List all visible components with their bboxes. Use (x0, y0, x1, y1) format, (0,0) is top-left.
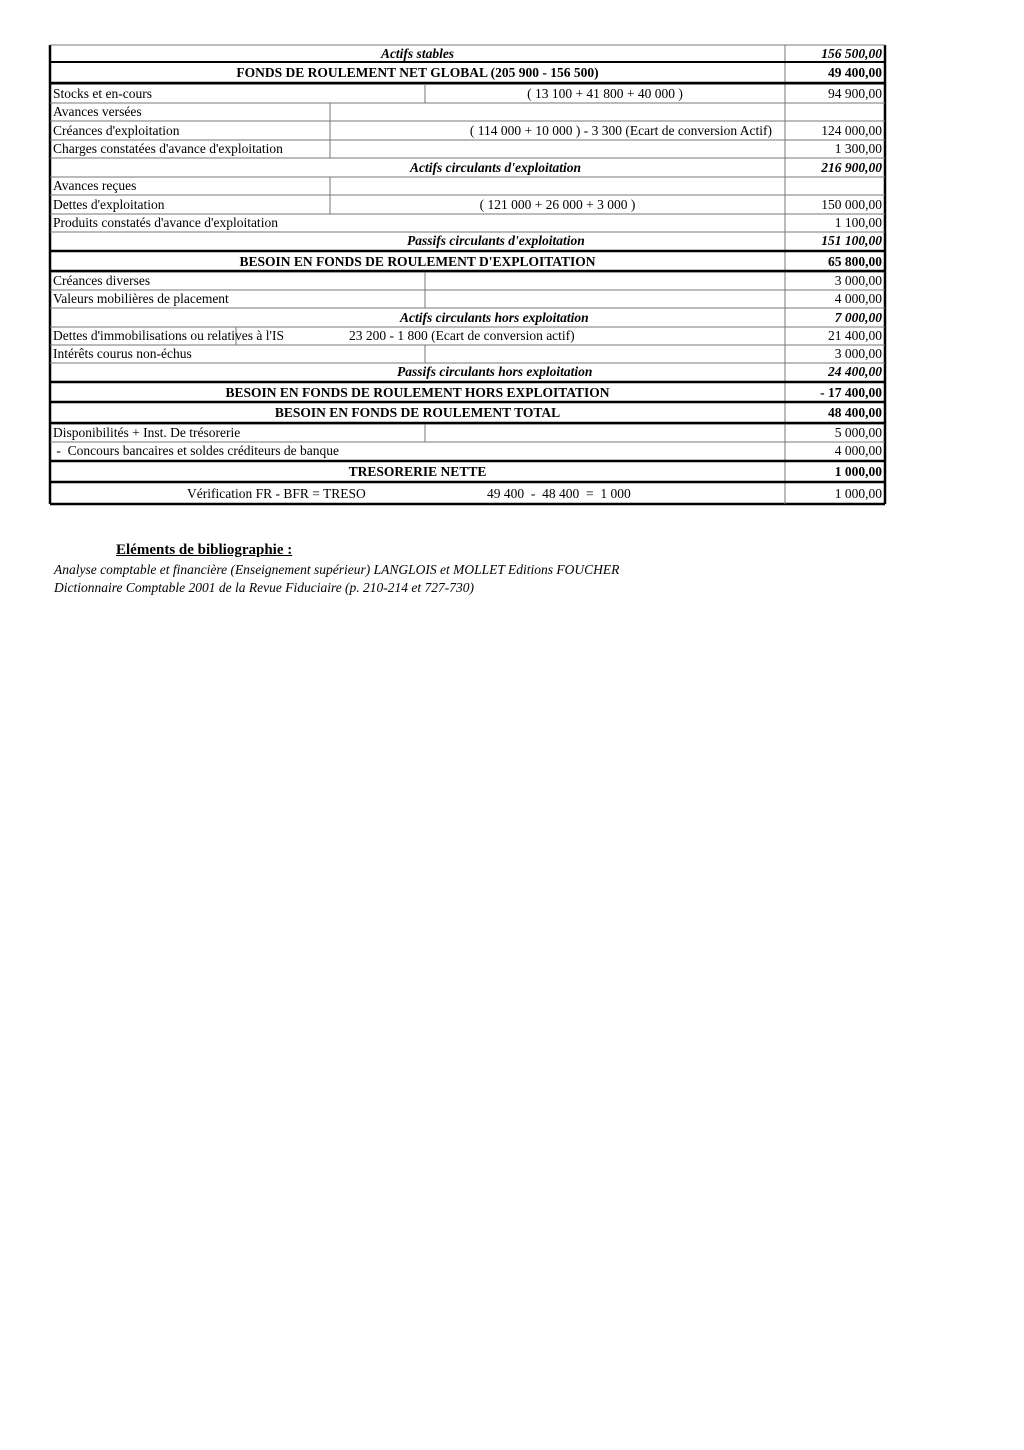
produits-constates-amount: 1 100,00 (834, 215, 882, 231)
bfrhe-amount: - 17 400,00 (820, 384, 882, 400)
dettes-immo-calc: 23 200 - 1 800 (Ecart de conversion actif) (349, 328, 575, 344)
row-frng (50, 63, 885, 82)
row-avances-recues (50, 177, 885, 195)
stocks-label: Stocks et en-cours (53, 86, 152, 102)
row-avances-versees (50, 103, 885, 121)
row-concours-bancaires (50, 442, 885, 460)
charges-constatees-label: Charges constatées d'avance d'exploitation (53, 141, 283, 157)
tresorerie-amount: 1 000,00 (834, 464, 882, 480)
bibliography-heading: Eléments de bibliographie : (116, 542, 293, 558)
interets-amount: 3 000,00 (834, 346, 882, 362)
row-interets-courus (50, 345, 885, 363)
dettes-immo-amount: 21 400,00 (828, 328, 882, 344)
row-disponibilites (50, 424, 885, 442)
charges-constatees-amount: 1 300,00 (834, 141, 882, 157)
actifs-circ-hexpl-amount: 7 000,00 (834, 309, 882, 325)
produits-constates-label: Produits constatés d'avance d'exploitation (53, 215, 278, 231)
row-passifs-circulants-expl (50, 232, 885, 250)
row-creances-diverses (50, 272, 885, 290)
row-passifs-circulants-hexpl (50, 363, 885, 381)
disponibilites-amount: 5 000,00 (834, 425, 882, 441)
row-dettes-immobilisations (50, 327, 885, 345)
avances-recues-label: Avances reçues (53, 178, 137, 194)
bibliography-ref: Dictionnaire Comptable 2001 de la Revue Fiduciaire (p. 210-214 et 727-730) (54, 580, 475, 595)
verification-label: Vérification FR - BFR = TRESO (187, 485, 366, 501)
disponibilites-label: Disponibilités + Inst. De trésorerie (53, 425, 241, 441)
dettes-immo-label: Dettes d'immobilisations ou relatives à l'IS (53, 328, 284, 344)
passifs-circ-hexpl-label (50, 363, 785, 381)
avances-recues-amount (785, 177, 885, 195)
row-dettes-exploitation (50, 195, 885, 214)
verification-calc: 49 400 - 48 400 = 1 000 (487, 485, 631, 501)
dettes-expl-amount: 150 000,00 (821, 196, 882, 212)
creances-diverses-amount: 3 000,00 (834, 273, 882, 289)
bfre-label: BESOIN EN FONDS DE ROULEMENT D'EXPLOITATION (239, 253, 596, 269)
verification-amount: 1 000,00 (834, 485, 882, 501)
dettes-expl-label: Dettes d'exploitation (53, 196, 165, 212)
creances-expl-calc: ( 114 000 + 10 000 ) - 3 300 (Ecart de conversion Actif) (469, 122, 772, 138)
row-vmp (50, 290, 885, 308)
stocks-amount: 94 900,00 (828, 86, 882, 102)
row-actifs-circulants-hexpl (50, 308, 885, 327)
row-stocks (50, 85, 885, 103)
interets-label: Intérêts courus non-échus (53, 346, 192, 362)
row-bfrhe (50, 383, 885, 402)
actifs-circ-expl-text: Actifs circulants d'exploitation (410, 159, 582, 175)
stocks-calc: ( 13 100 + 41 800 + 40 000 ) (527, 86, 683, 102)
vmp-amount: 4 000,00 (834, 291, 882, 307)
row-tresorerie-nette (50, 462, 885, 482)
row-creances-exploitation (50, 121, 885, 140)
bfrhe-label: BESOIN EN FONDS DE ROULEMENT HORS EXPLOITATION (225, 384, 610, 400)
bfr-total-amount: 48 400,00 (828, 405, 882, 421)
dettes-expl-calc: ( 121 000 + 26 000 + 3 000 ) (479, 196, 636, 212)
creances-expl-label: Créances d'exploitation (53, 122, 180, 138)
passifs-circ-expl-label (50, 232, 785, 250)
bibliography-ref: Analyse comptable et financière (Enseignement supérieur) LANGLOIS et MOLLET Editions FOUCHER (54, 562, 620, 577)
actifs-stables-amount: 156 500,00 (821, 45, 882, 61)
frng-amount: 49 400,00 (828, 64, 882, 80)
bfre-amount: 65 800,00 (828, 253, 882, 269)
tresorerie-label: TRESORERIE NETTE (348, 464, 487, 480)
row-actifs-circulants-expl (50, 158, 885, 177)
vmp-label: Valeurs mobilières de placement (53, 291, 229, 307)
row-bfre (50, 252, 885, 271)
financial-table (50, 45, 885, 505)
actifs-stables-label: Actifs stables (380, 45, 455, 61)
row-produits-constates (50, 214, 885, 232)
actifs-circ-hexpl-label (50, 308, 785, 327)
passifs-circ-hexpl-text: Passifs circulants hors exploitation (397, 364, 593, 380)
row-verification (50, 484, 885, 503)
concours-label: - Concours bancaires et soldes créditeurs de banque (53, 443, 340, 459)
passifs-circ-expl-amount: 151 100,00 (821, 233, 882, 249)
avances-versees-amount (785, 103, 885, 121)
row-charges-constatees (50, 140, 885, 158)
avances-versees-label: Avances versées (53, 104, 142, 120)
actifs-circ-expl-amount: 216 900,00 (821, 159, 882, 175)
row-bfr-total (50, 403, 885, 423)
creances-diverses-label: Créances diverses (53, 273, 151, 289)
creances-expl-amount: 124 000,00 (821, 122, 882, 138)
frng-label: FONDS DE ROULEMENT NET GLOBAL (205 900 - 156 500) (236, 64, 599, 80)
passifs-circ-expl-text: Passifs circulants d'exploitation (407, 233, 585, 249)
concours-amount: 4 000,00 (834, 443, 882, 459)
bfr-total-label: BESOIN EN FONDS DE ROULEMENT TOTAL (274, 405, 561, 421)
passifs-circ-hexpl-amount: 24 400,00 (828, 364, 882, 380)
row-actifs-stables (50, 45, 885, 62)
actifs-circ-hexpl-text: Actifs circulants hors exploitation (400, 309, 589, 325)
